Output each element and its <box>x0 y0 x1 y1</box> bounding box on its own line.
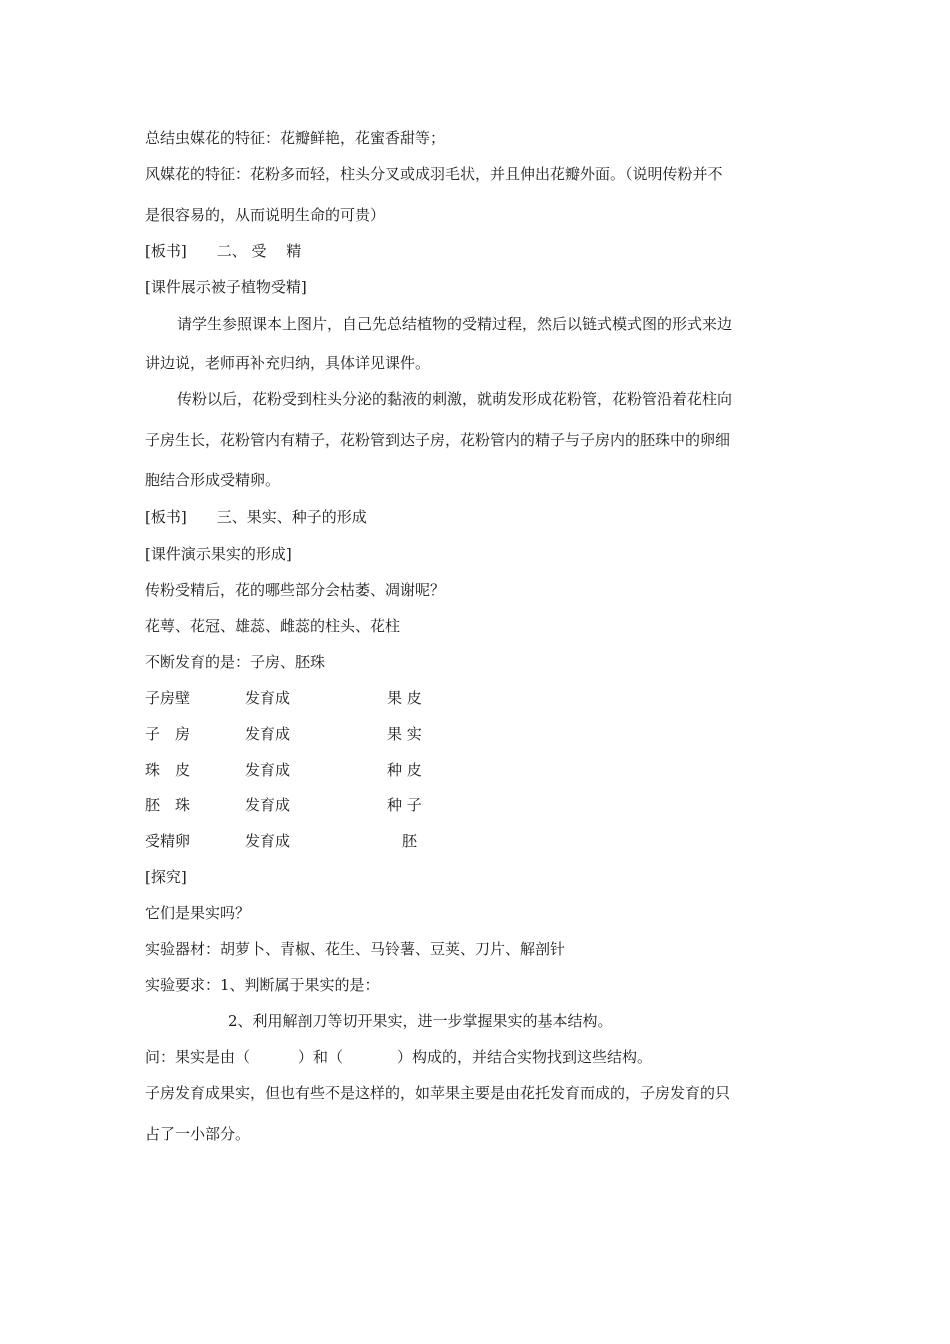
table-cell-verb: 发育成 <box>245 832 291 850</box>
table-cell-to: 胚 <box>387 832 418 850</box>
section-heading: [板书] 三、果实、种子的形成 <box>145 508 367 526</box>
section-heading: [探究] <box>145 868 187 886</box>
text-line: 子房生长，花粉管内有精子，花粉管到达子房，花粉管内的精子与子房内的胚珠中的卵细 <box>145 431 731 449</box>
table-cell-to: 果 皮 <box>387 689 422 707</box>
table-cell-from: 珠 皮 <box>145 761 191 779</box>
table-cell-verb: 发育成 <box>245 761 291 779</box>
text-line: 不断发育的是：子房、胚珠 <box>145 653 326 671</box>
text-line: 花萼、花冠、雄蕊、雌蕊的柱头、花柱 <box>145 617 401 635</box>
table-cell-from: 胚 珠 <box>145 796 191 814</box>
table-cell-from: 子 房 <box>145 725 191 743</box>
table-cell-from: 受精卵 <box>145 832 191 850</box>
question-part: 问：果实是由（ <box>145 1048 251 1066</box>
text-line: 实验要求：1、判断属于果实的是： <box>145 976 380 994</box>
text-line: 风媒花的特征：花粉多而轻，柱头分叉或成羽毛状，并且伸出花瓣外面。（说明传粉并不 <box>145 165 723 183</box>
question-part: ）构成的，并结合实物找到这些结构。 <box>397 1048 653 1066</box>
text-line: 是很容易的，从而说明生命的可贵） <box>145 206 386 224</box>
text-line: [课件展示被子植物受精] <box>145 278 307 296</box>
table-cell-verb: 发育成 <box>245 796 291 814</box>
table-cell-to: 种 子 <box>387 796 422 814</box>
text-line: 它们是果实吗？ <box>145 904 251 922</box>
table-cell-to: 果 实 <box>387 725 422 743</box>
text-line: 子房发育成果实，但也有些不是这样的，如苹果主要是由花托发育而成的，子房发育的只 <box>145 1084 731 1102</box>
section-heading: [板书] 二、 受 精 <box>145 242 302 260</box>
table-cell-to: 种 皮 <box>387 761 422 779</box>
text-line: 讲边说，老师再补充归纳，具体详见课件。 <box>145 354 431 372</box>
fill-in-question <box>145 1048 652 1066</box>
text-line: [课件演示果实的形成] <box>145 545 292 563</box>
text-line: 占了一小部分。 <box>145 1125 251 1143</box>
table-cell-verb: 发育成 <box>245 725 291 743</box>
text-line: 传粉以后，花粉受到柱头分泌的黏液的刺激，就萌发形成花粉管，花粉管沿着花柱向 <box>177 390 733 408</box>
table-cell-verb: 发育成 <box>245 689 291 707</box>
text-line: 传粉受精后，花的哪些部分会枯萎、凋谢呢？ <box>145 581 446 599</box>
text-line: 总结虫媒花的特征：花瓣鲜艳，花蜜香甜等； <box>145 129 446 147</box>
text-line: 胞结合形成受精卵。 <box>145 471 281 489</box>
text-line: 2、利用解剖刀等切开果实，进一步掌握果实的基本结构。 <box>228 1012 613 1030</box>
text-line: 请学生参照课本上图片，自己先总结植物的受精过程，然后以链式模式图的形式来边 <box>177 315 733 333</box>
text-line: 实验器材：胡萝卜、青椒、花生、马铃薯、豆荚、刀片、解剖针 <box>145 940 566 958</box>
table-cell-from: 子房壁 <box>145 689 191 707</box>
question-part: ）和（ <box>298 1048 344 1066</box>
